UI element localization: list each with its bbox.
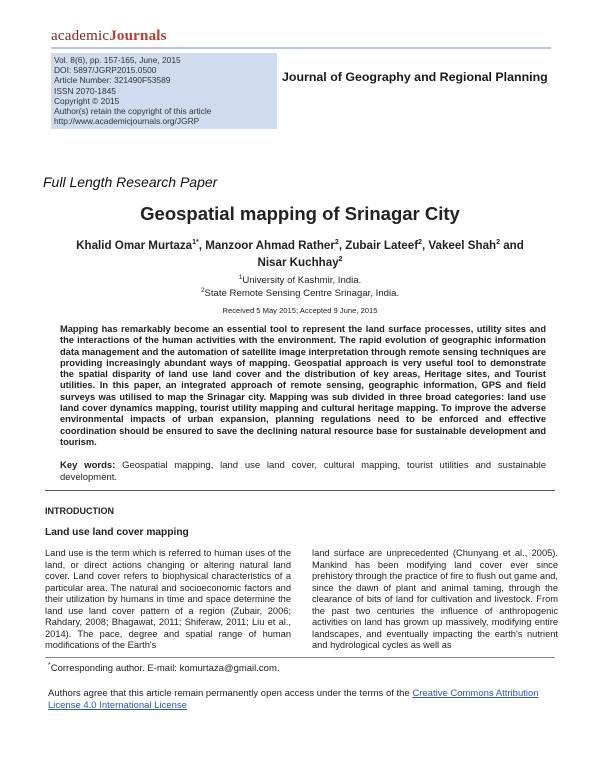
corresponding-text: Corresponding author. E-mail: komurtaza@gmail.com.	[50, 663, 280, 675]
meta-rights: Author(s) retain the copyright of this article	[54, 106, 212, 117]
header-rule	[51, 47, 551, 49]
license-link[interactable]: Creative Commons Attribution License 4.0 International License	[48, 688, 539, 711]
author-separator: ,	[198, 238, 206, 252]
author-affiliation-mark: 2	[496, 239, 500, 246]
author-separator: ,	[421, 238, 429, 252]
logo-text-academic: academic	[51, 28, 110, 44]
author-list	[60, 236, 540, 270]
license-text: Authors agree that this article remain permanently open access under the terms of the	[48, 688, 413, 699]
subsection-heading: Land use land cover mapping	[45, 527, 189, 538]
affiliation-text: University of Kashmir, India.	[242, 275, 362, 287]
abstract: Mapping has remarkably become an essential tool to represent the land surface processes, utility sites and the interactions of the human activities with the environment. The rapid evolution of geographic information data management and the automation of satellite image interpretation through remote sensing techniques are providing increasingly abundant ways of mapping. Geospatial approach is very useful tool to demonstrate the spatial disparity of land use land cover and the distribution of key areas, Heritage sites, and Tourist utilities. In this paper, an integrated approach of remote sensing, geographic information, GPS and field surveys was utilised to map the Srinagar city. Mapping was sub divided in three broad categories: land use land cover dynamics mapping, tourist utility mapping and cultural heritage mapping. To improve the adverse environmental impacts of urban expansion, planning regulations need to be enforced and effective coordination should be ensured to save the declining natural resource base for sustainable development and tourism.	[60, 324, 546, 447]
meta-doi: DOI: 5897/JGRP2015.0500	[54, 65, 157, 76]
author-affiliation-mark: 2	[338, 255, 343, 263]
affiliation-1	[0, 274, 600, 286]
meta-copyright: Copyright © 2015	[54, 95, 120, 106]
meta-issn: ISSN 2070-1845	[54, 85, 116, 96]
author-affiliation-mark: 2	[418, 239, 422, 246]
body-column-right: land surface are unprecedented (Chunyang et al., 2005). Mankind has been modifying land cover ever since prehistory through the practice of fire to flush out game and, since the dawn of plant and animal taming, through the clearance of bits of land for cultivation and livestock. From the past two centuries the influence of anthropogenic activities on land has grown up massively, modifying entire landscapes, and eventually impacting the earth's nutrient and hydrological cycles as well as	[312, 548, 558, 651]
keywords-label: Key words:	[60, 460, 116, 471]
license-notice	[48, 688, 558, 712]
footnote-rule	[45, 657, 555, 658]
corresponding-author	[48, 662, 280, 674]
author-affiliation-mark: 2	[334, 239, 339, 246]
affiliation-text: State Remote Sensing Centre Srinagar, India.	[204, 288, 400, 300]
journal-name: Journal of Geography and Regional Planning	[282, 70, 548, 84]
author-name: Vakeel Shah	[428, 238, 497, 252]
author-separator: ,	[338, 238, 346, 252]
received-date: Received 5 May 2015; Accepted 9 June, 2015	[222, 306, 378, 315]
meta-url[interactable]: http://www.academicjournals.org/JGRP	[54, 116, 200, 127]
author-separator: and	[500, 238, 524, 252]
affiliation-mark: 2	[200, 287, 205, 294]
meta-article-number: Article Number: 321490F53589	[54, 75, 171, 86]
meta-volume: Vol. 8(6), pp. 157-165, June, 2015	[54, 55, 181, 65]
author-affiliation-mark: 1*	[192, 239, 199, 246]
keywords-text: Geospatial mapping, land use land cover, cultural mapping, tourist utilities and sustainable development.	[60, 460, 546, 483]
publisher-logo	[51, 28, 167, 45]
author-name: Manzoor Ahmad Rather	[205, 238, 335, 252]
body-column-left: Land use is the term which is referred to human uses of the land, or direct actions changing or altering natural land cover. Land cover refers to biophysical characteristics of a particular area. The natural and socioeconomic factors and their utilization by humans in time and space determine the land use land cover pattern of a region (Zubair, 2006; Rahdary, 2008; Bhagawat, 2011; Shiferaw, 2011; Liu et al., 2014). The pace, degree and spatial range of human modifications of the Earth's	[45, 548, 291, 651]
keywords	[60, 460, 546, 483]
author-name: Khalid Omar Murtaza	[76, 238, 193, 252]
author-name: Nisar Kuchhay	[257, 255, 339, 269]
paper-type: Full Length Research Paper	[43, 174, 218, 190]
paper-title: Geospatial mapping of Srinagar City	[140, 203, 460, 224]
affiliation-2	[0, 287, 600, 299]
affiliation-mark: 1	[238, 274, 243, 281]
section-heading-introduction: INTRODUCTION	[45, 506, 114, 516]
author-name: Zubair Lateef	[345, 238, 419, 252]
section-divider	[45, 490, 555, 491]
logo-text-journals: Journals	[109, 28, 167, 44]
corresponding-mark: *	[48, 662, 51, 669]
article-meta-box	[51, 53, 277, 129]
